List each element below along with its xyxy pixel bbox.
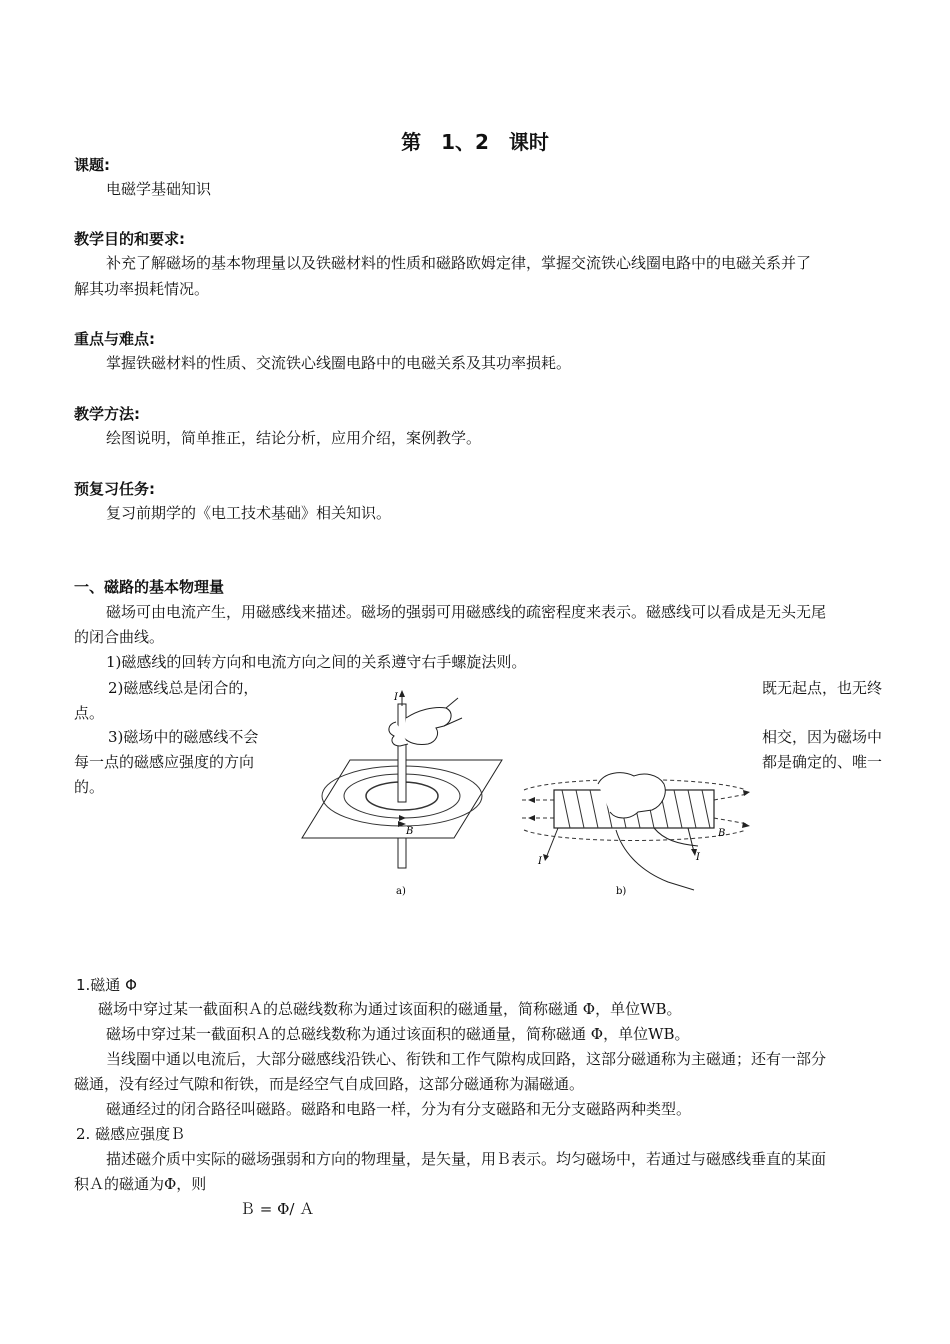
part1-item2-end: 点。 — [74, 704, 105, 722]
figure-a-current-label: I — [394, 692, 398, 703]
figure-a-straight-conductor — [296, 688, 506, 900]
figure-b-solenoid — [518, 770, 754, 900]
topic-heading: 课题: — [74, 156, 110, 174]
key-points-heading: 重点与难点: — [74, 330, 155, 348]
induction-p1-line2: 积Ａ的磁通为Φ，则 — [74, 1175, 207, 1193]
preview-text: 复习前期学的《电工技术基础》相关知识。 — [106, 504, 392, 522]
figure-a-caption: a) — [396, 886, 406, 897]
preview-heading: 预复习任务: — [74, 480, 155, 498]
flux-p2: 磁场中穿过某一截面积Ａ的总磁线数称为通过该面积的磁通量，简称磁通 Φ，单位WB。 — [106, 1025, 690, 1043]
part1-item3-line2-right: 都是确定的、唯一 — [762, 753, 883, 771]
figure-b-current-label-right: I — [696, 852, 700, 863]
flux-p1: 磁场中穿过某一截面积Ａ的总磁线数称为通过该面积的磁通量，简称磁通 Φ，单位WB。 — [98, 1000, 682, 1018]
part1-p1-line1: 磁场可由电流产生，用磁感线来描述。磁场的强弱可用磁感线的疏密程度来表示。磁感线可以看成是无头无尾 — [106, 603, 827, 621]
page-title: 第 1、2 课时 — [401, 130, 549, 154]
methods-text: 绘图说明，简单推正，结论分析，应用介绍，案例教学。 — [106, 429, 482, 447]
goals-line2: 解其功率损耗情况。 — [74, 280, 210, 298]
part1-item3-right: 相交，因为磁场中 — [762, 728, 883, 746]
part1-item3-line2-left: 每一点的磁感应强度的方向 — [74, 753, 255, 771]
part1-heading: 一、磁路的基本物理量 — [74, 578, 225, 596]
topic-text: 电磁学基础知识 — [106, 180, 212, 198]
induction-heading: 2. 磁感应强度Ｂ — [76, 1125, 186, 1143]
figure-b-current-label-left: I — [538, 856, 542, 867]
key-points-text: 掌握铁磁材料的性质、交流铁心线圈电路中的电磁关系及其功率损耗。 — [106, 354, 572, 372]
goals-line1: 补充了解磁场的基本物理量以及铁磁材料的性质和磁路欧姆定律，掌握交流铁心线圈电路中的电磁关系并了 — [106, 254, 812, 272]
flux-p3-line1: 当线圈中通以电流后，大部分磁感线沿铁心、衔铁和工作气隙构成回路，这部分磁通称为主磁通；还有一部分 — [106, 1050, 827, 1068]
induction-formula: Ｂ = Φ/ Ａ — [240, 1200, 315, 1218]
induction-p1-line1: 描述磁介质中实际的磁场强弱和方向的物理量，是矢量，用Ｂ表示。均匀磁场中，若通过与磁感线垂直的某面 — [106, 1150, 827, 1168]
figure-a-field-label: B — [406, 826, 414, 837]
part1-item3-end: 的。 — [74, 778, 105, 796]
part1-item3-left: 3)磁场中的磁感线不会 — [108, 728, 259, 746]
part1-p1-line2: 的闭合曲线。 — [74, 628, 165, 646]
part1-item1: 1)磁感线的回转方向和电流方向之间的关系遵守右手螺旋法则。 — [106, 653, 527, 671]
part1-item2-left: 2)磁感线总是闭合的， — [108, 679, 259, 697]
flux-heading: 1.磁通 Φ — [76, 976, 137, 994]
part1-item2-right: 既无起点，也无终 — [762, 679, 883, 697]
goals-heading: 教学目的和要求: — [74, 230, 185, 248]
figure-b-field-label: B — [718, 828, 726, 839]
figure-b-caption: b) — [616, 886, 627, 897]
flux-p3-line2: 磁通，没有经过气隙和衔铁，而是经空气自成回路，这部分磁通称为漏磁通。 — [74, 1075, 585, 1093]
flux-p4: 磁通经过的闭合路径叫磁路。磁路和电路一样，分为有分支磁路和无分支磁路两种类型。 — [106, 1100, 692, 1118]
methods-heading: 教学方法: — [74, 405, 140, 423]
